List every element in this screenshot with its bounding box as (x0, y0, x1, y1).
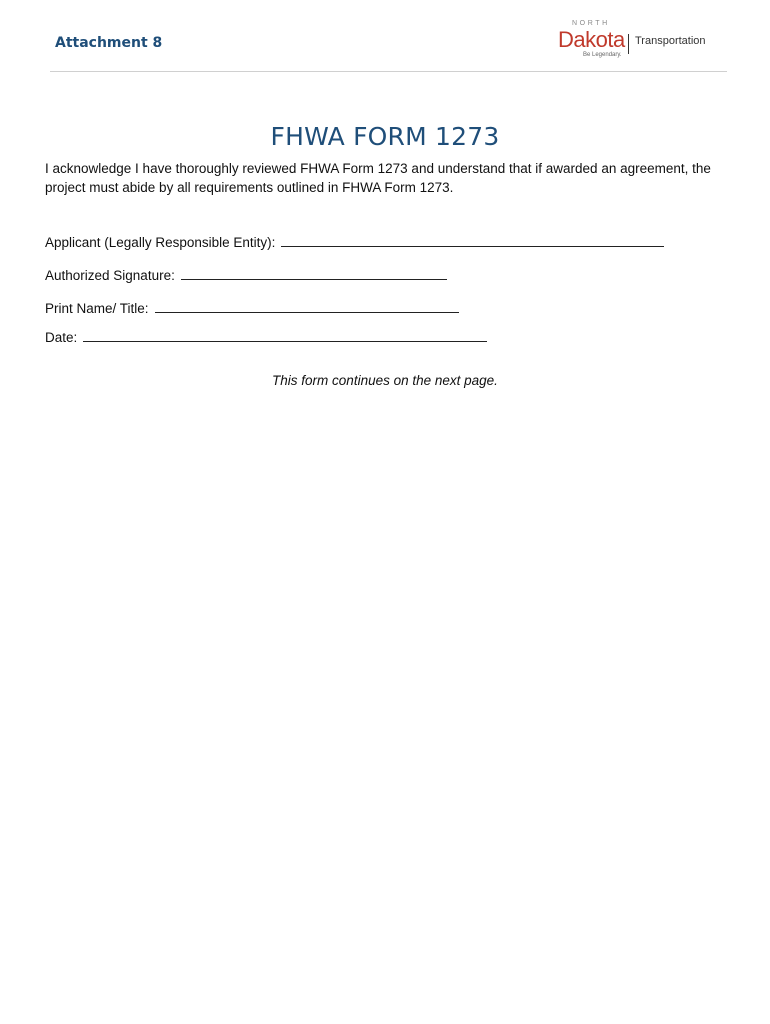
print-name-field (45, 300, 459, 316)
date-field (45, 329, 487, 345)
signature-field (45, 267, 447, 283)
nd-dot-logo (556, 20, 706, 62)
print-name-line[interactable] (155, 300, 459, 313)
date-line[interactable] (83, 329, 487, 342)
signature-label: Authorized Signature: (45, 268, 175, 283)
page-title: FHWA FORM 1273 (270, 122, 500, 151)
applicant-field (45, 234, 664, 250)
logo-transportation-text: Transportation (635, 35, 706, 47)
header-divider (50, 71, 727, 72)
acknowledgement-text: I acknowledge I have thoroughly reviewed FHWA Form 1273 and understand that if awarded an agreement, the project must abide by all requirements outlined in FHWA Form 1273. (45, 161, 711, 195)
applicant-line[interactable] (281, 234, 664, 247)
date-label: Date: (45, 330, 78, 345)
logo-tagline: Be Legendary. (583, 52, 622, 58)
logo-dakota-text: Dakota (558, 27, 625, 52)
applicant-label: Applicant (Legally Responsible Entity): (45, 235, 276, 250)
attachment-label: Attachment 8 (55, 35, 163, 51)
logo-north-text: NORTH (572, 20, 610, 27)
signature-line[interactable] (181, 267, 447, 280)
continuation-note: This form continues on the next page. (272, 373, 498, 388)
logo-divider (628, 34, 629, 54)
print-name-label: Print Name/ Title: (45, 301, 149, 316)
